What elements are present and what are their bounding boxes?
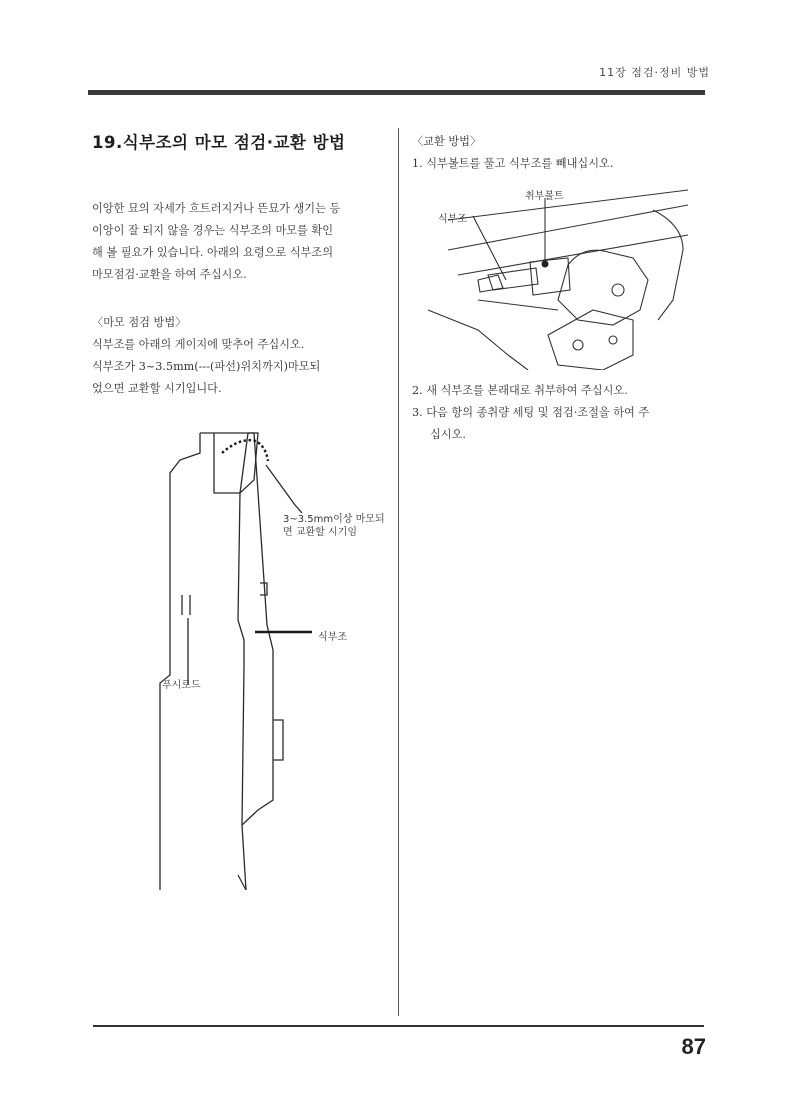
column-divider: [398, 128, 399, 1016]
bottom-rule: [93, 1025, 704, 1027]
step-number: 3.: [412, 406, 423, 419]
wear-leader-line: [266, 465, 302, 513]
lower-tab: [273, 720, 283, 760]
wear-check-line: 식부조가 3~3.5mm(---(파선)위치까지)마모되: [92, 360, 321, 373]
claw-leader-line-right: [473, 216, 506, 280]
mounting-illustration: [418, 180, 693, 370]
bottom-line: [478, 300, 558, 310]
wear-limit-label-line2: 면 교환할 시기임: [283, 527, 357, 538]
replacement-steps: [412, 153, 702, 175]
frame-line-3: [458, 235, 688, 275]
replacement-heading: 〈교환 방법〉: [412, 135, 482, 148]
upper-tab: [260, 583, 267, 595]
wear-check-line: 었으면 교환할 시기입니다.: [92, 382, 222, 395]
wear-check-heading: 〈마모 점검 방법〉: [92, 316, 187, 329]
arm-body-inner: [200, 433, 258, 493]
page-number: 87: [681, 1034, 706, 1059]
housing-hole: [612, 284, 624, 296]
pushrod-left: [182, 595, 190, 615]
top-rule: [88, 90, 705, 95]
section-title: 19.식부조의 마모 점검·교환 방법: [92, 133, 346, 152]
machine-housing: [558, 250, 648, 325]
right-structure: [653, 210, 683, 320]
replacement-step: [412, 153, 702, 175]
frame-line-1: [448, 190, 688, 220]
replacement-step: [412, 402, 702, 446]
chapter-header: 11장 점검·정비 방법: [599, 66, 710, 79]
wear-check-line: 식부조를 아래의 게이지에 맞추어 주십시오.: [92, 338, 305, 351]
mount-bracket: [530, 258, 570, 295]
intro-line: 해 볼 필요가 있습니다. 아래의 요령으로 식부조의: [92, 246, 334, 259]
block-hole-1: [573, 340, 583, 350]
machine-block: [548, 310, 633, 370]
block-hole-2: [609, 336, 617, 344]
intro-paragraph: [92, 198, 384, 286]
pushrod-label: 푸시로드: [162, 680, 201, 691]
mount-claw-label: 식부조: [438, 214, 467, 225]
bolt-label: 취부볼트: [525, 191, 564, 202]
wear-limit-label-line1: 3~3.5mm이상 마모되: [283, 514, 385, 525]
frame-line-2: [448, 205, 688, 250]
replacement-step: [412, 380, 702, 402]
replacement-steps-continued: [412, 380, 702, 446]
arm-body-right: [238, 493, 246, 890]
step-text: 다음 항의 종취량 세팅 및 점검·조절을 하여 주: [426, 406, 650, 419]
step-text-continued: 십시오.: [430, 428, 466, 441]
step-number: 2.: [412, 384, 423, 397]
arm-body-outline: [160, 433, 200, 890]
gauge-diagram: [130, 425, 395, 890]
step-text: 새 식부조를 본래대로 취부하여 주십시오.: [426, 384, 628, 397]
wear-check-body: [92, 334, 382, 400]
planting-claw-blade: [242, 433, 273, 825]
step-text: 식부볼트를 풀고 식부조를 빼내십시오.: [426, 157, 614, 170]
intro-line: 이앙이 잘 되지 않을 경우는 식부조의 마모를 확인: [92, 224, 334, 237]
lower-left-structure: [428, 310, 528, 370]
step-number: 1.: [412, 157, 423, 170]
intro-line: 이앙한 묘의 자세가 흐트러지거나 뜬묘가 생기는 등: [92, 202, 341, 215]
claw-label: 식부조: [318, 632, 347, 643]
intro-line: 마모점검·교환을 하여 주십시오.: [92, 268, 247, 281]
